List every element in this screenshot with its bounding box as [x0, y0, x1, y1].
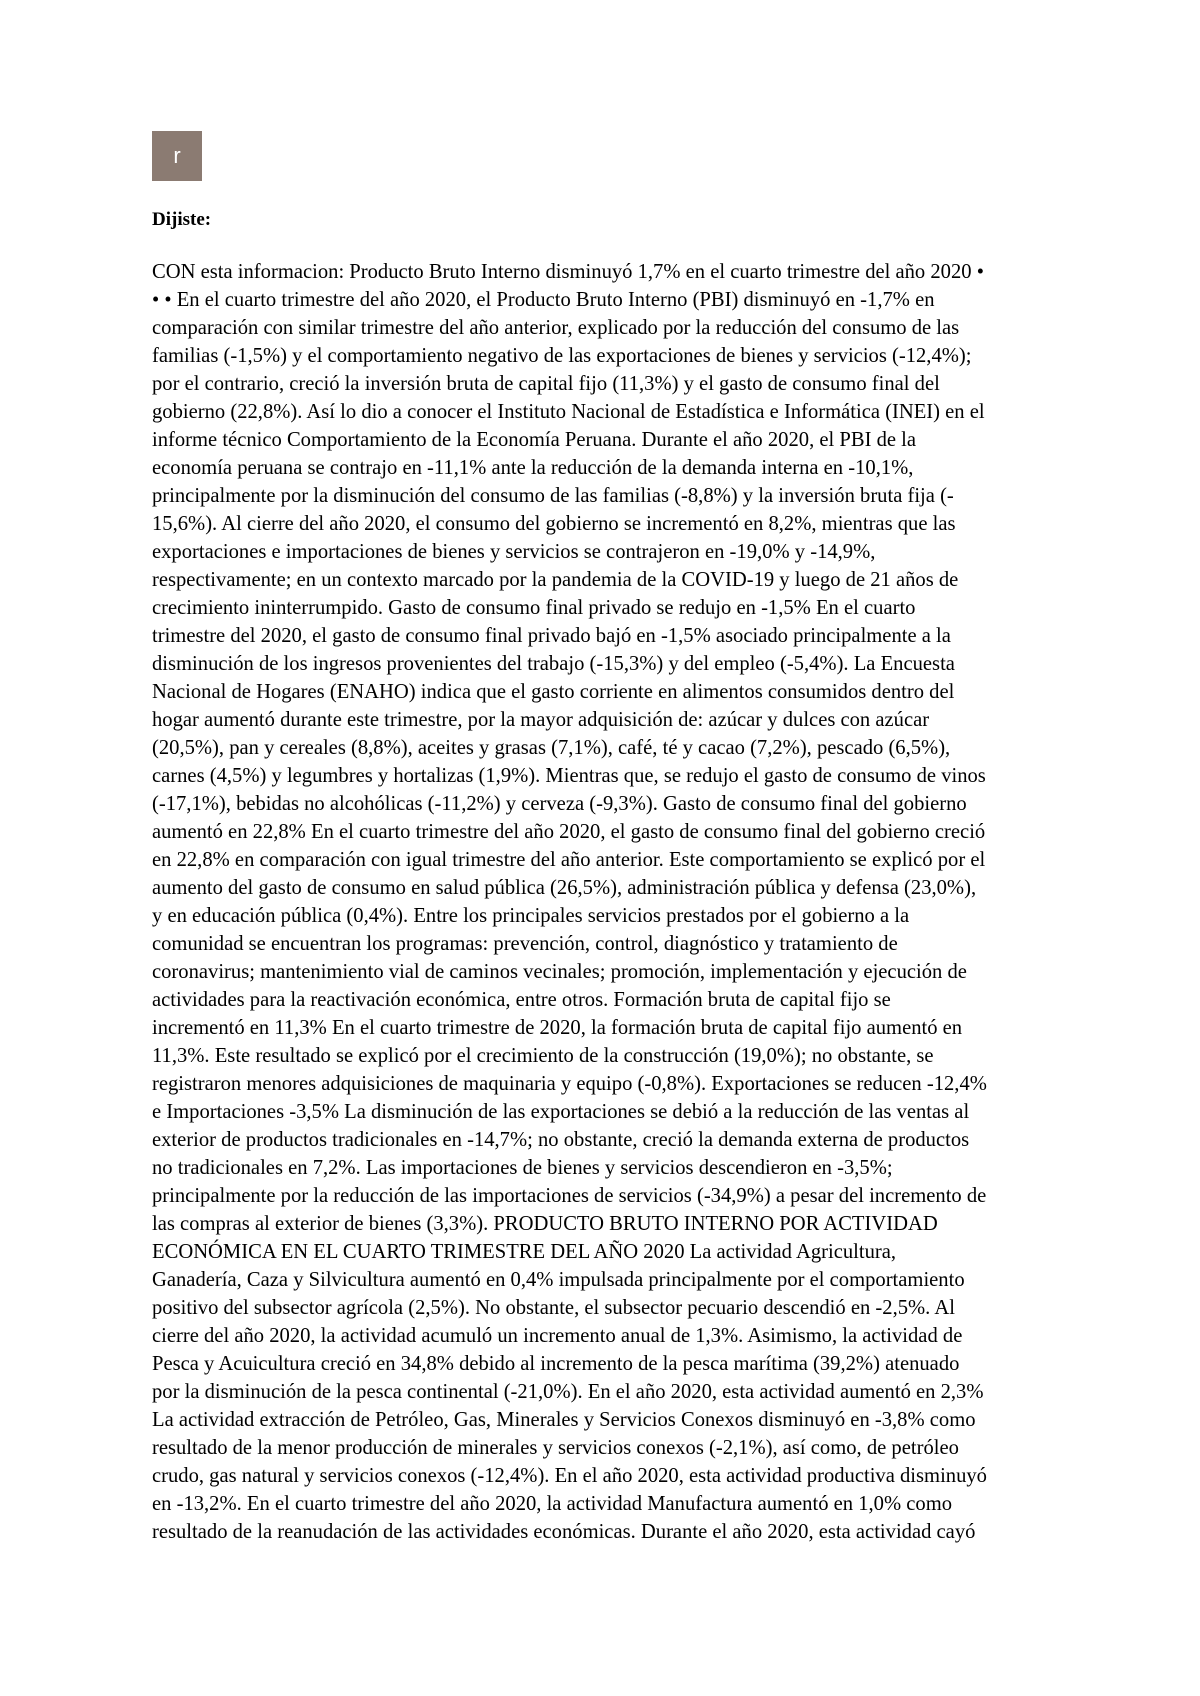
message-line: y en educación pública (0,4%). Entre los principales servicios prestados por el gobierno a la	[152, 905, 910, 927]
message-line: • • En el cuarto trimestre del año 2020, el Producto Bruto Interno (PBI) disminuyó en -1,7% en	[152, 289, 935, 311]
message-line: crudo, gas natural y servicios conexos (-12,4%). En el año 2020, esta actividad productiva disminuyó	[152, 1465, 987, 1487]
message-line: resultado de la reanudación de las actividades económicas. Durante el año 2020, esta actividad cayó	[152, 1521, 976, 1543]
message-line: Nacional de Hogares (ENAHO) indica que el gasto corriente en alimentos consumidos dentro del	[152, 681, 955, 703]
speaker-label: Dijiste:	[152, 209, 212, 230]
message-line: trimestre del 2020, el gasto de consumo final privado bajó en -1,5% asociado principalmente a la	[152, 625, 951, 647]
user-message	[152, 258, 1150, 1546]
message-line: La actividad extracción de Petróleo, Gas, Minerales y Servicios Conexos disminuyó en -3,8% como	[152, 1409, 976, 1431]
message-line: hogar aumentó durante este trimestre, por la mayor adquisición de: azúcar y dulces con azúcar	[152, 709, 930, 731]
message-line: registraron menores adquisiciones de maquinaria y equipo (-0,8%). Exportaciones se reducen -12,4%	[152, 1073, 987, 1095]
message-line: 15,6%). Al cierre del año 2020, el consumo del gobierno se incrementó en 8,2%, mientras que las	[152, 513, 956, 535]
message-line: comparación con similar trimestre del año anterior, explicado por la reducción del consumo de las	[152, 317, 960, 339]
message-line: gobierno (22,8%). Así lo dio a conocer el Instituto Nacional de Estadística e Informática (INEI) en el	[152, 401, 985, 423]
message-line: Ganadería, Caza y Silvicultura aumentó en 0,4% impulsada principalmente por el comportamiento	[152, 1269, 965, 1291]
message-line: CON esta informacion: Producto Bruto Interno disminuyó 1,7% en el cuarto trimestre del año 2020 •	[152, 261, 984, 283]
message-line: en -13,2%. En el cuarto trimestre del año 2020, la actividad Manufactura aumentó en 1,0% como	[152, 1493, 953, 1515]
message-line: principalmente por la disminución del consumo de las familias (-8,8%) y la inversión bruta fija (-	[152, 485, 954, 507]
message-line: aumentó en 22,8% En el cuarto trimestre del año 2020, el gasto de consumo final del gobierno creció	[152, 821, 986, 843]
message-line: cierre del año 2020, la actividad acumuló un incremento anual de 1,3%. Asimismo, la actividad de	[152, 1325, 963, 1347]
message-line: crecimiento ininterrumpido. Gasto de consumo final privado se redujo en -1,5% En el cuarto	[152, 597, 916, 619]
message-line: (-17,1%), bebidas no alcohólicas (-11,2%) y cerveza (-9,3%). Gasto de consumo final del gobierno	[152, 793, 967, 815]
message-line: por la disminución de la pesca continental (-21,0%). En el año 2020, esta actividad aumentó en 2,3%	[152, 1381, 984, 1403]
message-line: familias (-1,5%) y el comportamiento negativo de las exportaciones de bienes y servicios (-12,4%);	[152, 345, 972, 367]
message-line: aumento del gasto de consumo en salud pública (26,5%), administración pública y defensa (23,0%),	[152, 877, 977, 899]
message-line: exportaciones e importaciones de bienes y servicios se contrajeron en -19,0% y -14,9%,	[152, 541, 876, 563]
message-line: Pesca y Acuicultura creció en 34,8% debido al incremento de la pesca marítima (39,2%) atenuado	[152, 1353, 960, 1375]
message-line: (20,5%), pan y cereales (8,8%), aceites y grasas (7,1%), café, té y cacao (7,2%), pescado (6,5%),	[152, 737, 951, 759]
message-line: en 22,8% en comparación con igual trimestre del año anterior. Este comportamiento se explicó por el	[152, 849, 986, 871]
message-line: exterior de productos tradicionales en -14,7%; no obstante, creció la demanda externa de productos	[152, 1129, 970, 1151]
message-line: respectivamente; en un contexto marcado por la pandemia de la COVID-19 y luego de 21 años de	[152, 569, 959, 591]
message-line: ECONÓMICA EN EL CUARTO TRIMESTRE DEL AÑO 2020 La actividad Agricultura,	[152, 1241, 897, 1263]
message-line: 11,3%. Este resultado se explicó por el crecimiento de la construcción (19,0%); no obstante, se	[152, 1045, 934, 1067]
message-line: no tradicionales en 7,2%. Las importaciones de bienes y servicios descendieron en -3,5%;	[152, 1157, 893, 1179]
message-line: principalmente por la reducción de las importaciones de servicios (-34,9%) a pesar del incremento de	[152, 1185, 987, 1207]
message-line: resultado de la menor producción de minerales y servicios conexos (-2,1%), así como, de petróleo	[152, 1437, 959, 1459]
user-avatar	[152, 131, 202, 181]
message-line: disminución de los ingresos provenientes del trabajo (-15,3%) y del empleo (-5,4%). La Encuesta	[152, 653, 955, 675]
message-line: actividades para la reactivación económica, entre otros. Formación bruta de capital fijo se	[152, 989, 891, 1011]
message-line: por el contrario, creció la inversión bruta de capital fijo (11,3%) y el gasto de consumo final del	[152, 373, 940, 395]
message-line: carnes (4,5%) y legumbres y hortalizas (1,9%). Mientras que, se redujo el gasto de consumo de vinos	[152, 765, 986, 787]
message-line: comunidad se encuentran los programas: prevención, control, diagnóstico y tratamiento de	[152, 933, 898, 955]
message-line: incrementó en 11,3% En el cuarto trimestre de 2020, la formación bruta de capital fijo aumentó en	[152, 1017, 963, 1039]
message-line: e Importaciones -3,5% La disminución de las exportaciones se debió a la reducción de las ventas al	[152, 1101, 970, 1123]
message-line: coronavirus; mantenimiento vial de caminos vecinales; promoción, implementación y ejecución de	[152, 961, 967, 983]
avatar-initial: r	[173, 143, 181, 168]
message-line: positivo del subsector agrícola (2,5%). No obstante, el subsector pecuario descendió en -2,5%. Al	[152, 1297, 955, 1319]
message-line: informe técnico Comportamiento de la Economía Peruana. Durante el año 2020, el PBI de la	[152, 429, 917, 451]
message-line: economía peruana se contrajo en -11,1% ante la reducción de la demanda interna en -10,1%,	[152, 457, 914, 479]
message-line: las compras al exterior de bienes (3,3%). PRODUCTO BRUTO INTERNO POR ACTIVIDAD	[152, 1213, 938, 1235]
